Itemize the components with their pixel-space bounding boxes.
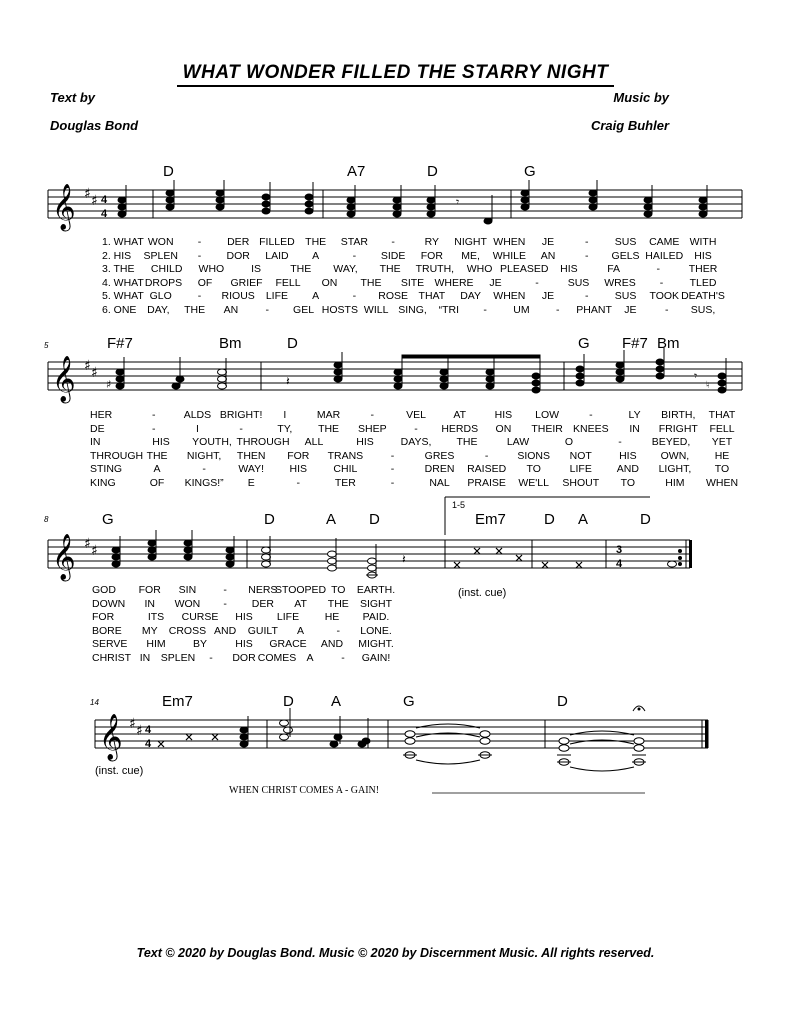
lyric-syllable: FOR bbox=[420, 249, 443, 262]
lyric-syllable: THE bbox=[146, 449, 168, 462]
lyric-syllable: SERVE bbox=[92, 638, 128, 650]
lyric-syllable: AND bbox=[214, 624, 237, 637]
lyric-syllable: - bbox=[535, 276, 539, 289]
lyric-syllable: SUS bbox=[567, 276, 590, 289]
lyric-syllable: - bbox=[484, 449, 489, 462]
lyric-syllable: WHO bbox=[198, 263, 225, 275]
lyric-syllable: IS bbox=[251, 263, 262, 275]
lyric-syllable: - bbox=[209, 651, 213, 664]
lyric-syllable: - bbox=[589, 409, 593, 421]
lyric-syllable: GRACE bbox=[269, 638, 307, 650]
lyric-syllable: DAY bbox=[460, 290, 481, 302]
lyric-syllable: ALL bbox=[304, 436, 324, 448]
chord: A7 bbox=[347, 163, 366, 180]
lyric-syllable: HIS bbox=[560, 263, 578, 275]
lyric-syllable: TOOK bbox=[649, 290, 680, 302]
lyric-syllable: SHEP bbox=[357, 422, 387, 435]
lyric-syllable: WHEN bbox=[493, 290, 526, 302]
lyric-syllable: - bbox=[151, 409, 156, 421]
lyric-syllable: - bbox=[223, 597, 227, 610]
lyric-syllable: SUS bbox=[614, 236, 637, 248]
lyric-syllable: BY bbox=[192, 638, 208, 650]
lyric-syllable: COMES bbox=[257, 651, 297, 664]
lyric-syllable: TO bbox=[331, 584, 346, 596]
svg-text:𝄽: 𝄽 bbox=[402, 552, 406, 566]
svg-text:4: 4 bbox=[616, 558, 623, 570]
lyric-syllable: THEIR bbox=[531, 422, 563, 435]
lyric-syllable: ITS bbox=[147, 611, 165, 623]
svg-text:4: 4 bbox=[145, 738, 152, 750]
lyric-syllable: - bbox=[390, 476, 395, 489]
svg-text:♯: ♯ bbox=[91, 365, 98, 381]
lyric-syllable: WILL bbox=[363, 303, 389, 316]
lyric-syllable: LAW bbox=[506, 436, 530, 448]
lyric-syllable: SIN bbox=[178, 584, 197, 596]
lyric-syllable: TO bbox=[714, 463, 730, 475]
lyric-syllable: - bbox=[664, 303, 669, 316]
lyric-syllable: VEL bbox=[406, 409, 426, 421]
lyric-syllable: NERS bbox=[248, 584, 278, 596]
lyric-syllable: AN bbox=[223, 303, 239, 316]
lyric-syllable: 1. WHAT bbox=[102, 236, 144, 248]
lyric-syllable: RY bbox=[424, 236, 440, 248]
lyric-syllable: E bbox=[247, 476, 255, 489]
svg-text:♮: ♮ bbox=[706, 380, 710, 391]
lyric-syllable: GRIEF bbox=[230, 276, 263, 289]
lyric-syllable: NOT bbox=[569, 449, 592, 462]
lyric-syllable: - bbox=[391, 236, 395, 248]
chord: D bbox=[544, 511, 555, 528]
lyric-syllable: HIS bbox=[694, 249, 712, 262]
lyric-syllable: TLED bbox=[689, 276, 717, 289]
lyric-syllable: JE bbox=[489, 276, 502, 289]
chord: A bbox=[326, 511, 337, 528]
lyric-syllable: NIGHT, bbox=[186, 449, 222, 462]
lyric-syllable: CAME bbox=[649, 236, 680, 248]
lyric-syllable: STOOPED bbox=[274, 584, 327, 596]
lyric-syllable: NAL bbox=[429, 476, 450, 489]
lyric-syllable: KNEES bbox=[573, 422, 609, 435]
copyright-footer: Text © 2020 by Douglas Bond. Music © 2020 by Discernment Music. All rights reserved. bbox=[136, 946, 655, 960]
chord: D bbox=[640, 511, 651, 528]
lyric-syllable: LIFE bbox=[265, 290, 289, 302]
lyric-syllable: CHRIST bbox=[92, 651, 132, 664]
lyric-syllable: - bbox=[265, 303, 269, 316]
lyric-syllable: A bbox=[297, 624, 305, 637]
lyric-syllable: WE'LL bbox=[518, 476, 549, 489]
lyric-syllable: OF bbox=[149, 476, 165, 489]
lyric-syllable: AT bbox=[294, 597, 307, 610]
lyric-syllable: THE bbox=[379, 263, 401, 275]
ending-label: 1-5 bbox=[452, 500, 466, 510]
chord: D bbox=[287, 335, 298, 352]
lyric-syllable: TER bbox=[334, 476, 356, 489]
lyric-syllable: WITH bbox=[689, 236, 717, 248]
lyric-syllable: PAID. bbox=[362, 611, 390, 623]
lyric-syllable: 5. WHAT bbox=[102, 290, 144, 302]
lyric-syllable: - bbox=[202, 463, 206, 475]
lyric-syllable: SIONS bbox=[517, 449, 551, 462]
lyric-syllable: WHEN bbox=[705, 476, 739, 489]
lyric-syllable: LOW bbox=[535, 409, 560, 421]
lyric-syllable: HAILED bbox=[645, 249, 684, 262]
lyric-syllable: GRES bbox=[424, 449, 455, 462]
lyric-syllable: YET bbox=[711, 436, 733, 448]
lyric-syllable: TY, bbox=[277, 422, 293, 435]
lyric-syllable: GAIN! bbox=[361, 651, 391, 664]
lyric-syllable: THER bbox=[688, 263, 718, 275]
lyric-syllable: TRANS bbox=[327, 449, 364, 462]
lyric-syllable: FELL bbox=[275, 276, 301, 289]
lyric-syllable: - bbox=[414, 422, 418, 435]
lyric-syllable: IN bbox=[139, 651, 151, 664]
lyric-syllable: - bbox=[352, 249, 357, 262]
lyric-syllable: OF bbox=[197, 276, 213, 289]
lyric-syllable: 4. WHAT bbox=[102, 276, 144, 289]
lyric-syllable: BIRTH, bbox=[661, 409, 696, 421]
lyric-syllable: ME, bbox=[461, 249, 480, 262]
lyric-syllable: OWN, bbox=[660, 449, 690, 462]
lyric-syllable: SIGHT bbox=[359, 597, 393, 610]
svg-text:♯: ♯ bbox=[84, 358, 91, 374]
chord: G bbox=[403, 693, 415, 710]
lyric-syllable: LIFE bbox=[276, 611, 300, 623]
lyric-syllable: GEL bbox=[293, 303, 315, 316]
lyric-syllable: HE bbox=[324, 611, 340, 623]
lyric-syllable: - bbox=[370, 409, 375, 421]
lyric-syllable: FOR bbox=[138, 584, 161, 596]
lyric-syllable: - bbox=[223, 584, 227, 596]
chord: Bm bbox=[219, 335, 242, 352]
text-credit-author: Douglas Bond bbox=[50, 118, 139, 133]
lyric-syllable: HER bbox=[90, 409, 113, 421]
lyric-syllable: YOUTH, bbox=[192, 436, 232, 448]
lyric-syllable: THE bbox=[360, 276, 382, 289]
lyric-syllable: WAY! bbox=[238, 463, 265, 475]
lyric-syllable: IN bbox=[629, 422, 640, 435]
lyric-syllable: STAR bbox=[340, 236, 369, 248]
lyric-syllable: WAY, bbox=[333, 263, 358, 275]
lyric-syllable: HOSTS bbox=[321, 303, 358, 316]
lyric-syllable: KING bbox=[90, 476, 116, 489]
lyric-syllable: DOR bbox=[232, 651, 256, 664]
measure-number: 14 bbox=[90, 698, 99, 707]
lyric-syllable: HE bbox=[714, 449, 730, 462]
lyric-syllable: SUS, bbox=[690, 303, 716, 316]
chord: F#7 bbox=[622, 335, 648, 352]
lyric-syllable: SPLEN bbox=[160, 651, 196, 664]
lyric-syllable: HIS bbox=[235, 611, 253, 623]
measure-number: 5 bbox=[44, 341, 49, 350]
lyric-syllable: SHOUT bbox=[562, 476, 600, 489]
lyric-syllable: - bbox=[197, 249, 202, 262]
chord: A bbox=[578, 511, 589, 528]
svg-text:𝄾: 𝄾 bbox=[456, 195, 460, 209]
lyric-syllable: SPLEN bbox=[143, 249, 178, 262]
lyric-syllable: GLO bbox=[149, 290, 172, 302]
lyric-syllable: SIDE bbox=[380, 249, 406, 262]
lyric-syllable: THE bbox=[318, 422, 340, 435]
lyric-syllable: SITE bbox=[400, 276, 425, 289]
svg-text:𝄽: 𝄽 bbox=[286, 374, 290, 388]
chord: D bbox=[557, 693, 568, 710]
final-lyrics: WHEN CHRIST COMES A - GAIN! bbox=[229, 785, 380, 796]
lyric-syllable: THROUGH bbox=[90, 449, 144, 462]
lyric-syllable: HIS bbox=[494, 409, 513, 421]
lyric-syllable: 2. HIS bbox=[102, 249, 132, 262]
lyric-syllable: THROUGH bbox=[236, 436, 290, 448]
lyric-syllable: FILLED bbox=[259, 236, 295, 248]
svg-text:♯: ♯ bbox=[84, 186, 91, 202]
lyric-syllable: FRIGHT bbox=[658, 422, 698, 435]
lyric-syllable: - bbox=[352, 290, 357, 302]
lyric-syllable: LONE. bbox=[360, 624, 392, 637]
lyric-syllable: HERDS bbox=[441, 422, 479, 435]
song-title-text: WHAT WONDER FILLED THE STARRY NIGHT bbox=[177, 62, 615, 87]
lyric-syllable: THE bbox=[290, 263, 312, 275]
lyric-syllable: - bbox=[239, 422, 243, 435]
svg-text:♯: ♯ bbox=[91, 543, 98, 559]
lyric-syllable: 6. ONE bbox=[102, 303, 137, 316]
lyric-syllable: “TRI bbox=[438, 303, 460, 316]
lyric-syllable: BRIGHT! bbox=[219, 409, 263, 421]
lyric-syllable: LY bbox=[628, 409, 641, 421]
lyric-syllable: A bbox=[312, 290, 320, 302]
svg-text:♯: ♯ bbox=[91, 193, 98, 209]
chord: Em7 bbox=[475, 511, 506, 528]
lyric-syllable: MY bbox=[141, 624, 158, 637]
lyric-syllable: - bbox=[656, 263, 661, 275]
lyric-syllable: HIS bbox=[235, 638, 253, 650]
lyric-syllable: AT bbox=[453, 409, 467, 421]
svg-text:♯: ♯ bbox=[106, 378, 112, 391]
lyric-syllable: HIM bbox=[146, 638, 166, 650]
treble-clef-icon: 𝄞 bbox=[52, 184, 76, 230]
lyric-syllable: I bbox=[195, 422, 199, 435]
lyric-syllable: A bbox=[306, 651, 314, 664]
lyric-syllable: SING, bbox=[398, 303, 427, 316]
lyric-syllable: - bbox=[341, 651, 345, 664]
lyric-syllable: ON bbox=[321, 276, 338, 289]
chord: A bbox=[331, 693, 342, 710]
chord: G bbox=[524, 163, 536, 180]
chord: D bbox=[369, 511, 380, 528]
lyric-syllable: ALDS bbox=[183, 409, 212, 421]
lyric-syllable: - bbox=[585, 249, 589, 262]
lyric-syllable: BORE bbox=[92, 624, 122, 637]
lyric-syllable: DEATH'S bbox=[681, 290, 725, 302]
lyric-syllable: CHILD bbox=[150, 263, 183, 275]
lyric-syllable: - bbox=[483, 303, 487, 316]
lyric-syllable: TO bbox=[620, 476, 636, 489]
lyric-syllable: AND bbox=[616, 463, 639, 475]
lyric-syllable: WON bbox=[174, 597, 201, 610]
svg-text:♯: ♯ bbox=[84, 536, 91, 552]
lyric-syllable: HIS bbox=[289, 463, 308, 475]
lyric-syllable: JE bbox=[541, 236, 555, 248]
lyric-syllable: DER bbox=[251, 597, 274, 610]
lyric-syllable: HIS bbox=[619, 449, 637, 462]
lyric-syllable: PLEASED bbox=[499, 263, 549, 275]
lyric-syllable: HIS bbox=[152, 436, 170, 448]
lyric-syllable: DE bbox=[90, 422, 105, 435]
lyric-syllable: WHO bbox=[466, 263, 493, 275]
lyric-syllable: - bbox=[336, 624, 341, 637]
lyric-syllable: NIGHT bbox=[454, 236, 487, 248]
lyric-syllable: MAR bbox=[316, 409, 341, 421]
lyric-syllable: HIS bbox=[356, 436, 374, 448]
music-credit-label: Music by bbox=[613, 90, 669, 105]
chord: Bm bbox=[657, 335, 680, 352]
lyric-syllable: - bbox=[659, 276, 664, 289]
fermata-icon bbox=[638, 708, 641, 711]
lyric-syllable: 3. THE bbox=[102, 263, 135, 275]
lyric-syllable: FOR bbox=[287, 449, 310, 462]
lyric-syllable: LIFE bbox=[569, 463, 592, 475]
lyric-syllable: EARTH. bbox=[356, 584, 396, 596]
lyric-syllable: THEN bbox=[236, 449, 266, 462]
measure-number: 8 bbox=[44, 515, 49, 524]
chord: D bbox=[264, 511, 275, 528]
chord: D bbox=[283, 693, 294, 710]
lyric-syllable: RIOUS bbox=[221, 290, 255, 302]
lyric-syllable: RAISED bbox=[467, 463, 507, 475]
lyric-syllable: - bbox=[151, 422, 156, 435]
lyric-syllable: THE bbox=[305, 236, 327, 248]
lyric-syllable: IN bbox=[144, 597, 155, 610]
lyric-syllable: FOR bbox=[92, 611, 115, 623]
lyric-syllable: THAT bbox=[708, 409, 736, 421]
lyric-syllable: DAYS, bbox=[400, 436, 432, 448]
lyric-syllable: - bbox=[197, 236, 202, 248]
svg-text:4: 4 bbox=[101, 208, 108, 220]
chord: Em7 bbox=[162, 693, 193, 710]
svg-text:𝄾: 𝄾 bbox=[694, 369, 698, 383]
lyric-syllable: FA bbox=[607, 263, 621, 275]
lyric-syllable: THE bbox=[327, 597, 349, 610]
lyric-syllable: - bbox=[296, 476, 301, 489]
lyric-syllable: O bbox=[564, 436, 574, 448]
lyric-syllable: I bbox=[283, 409, 287, 421]
lyric-syllable: - bbox=[556, 303, 560, 316]
lyric-syllable: WON bbox=[147, 236, 174, 248]
lyric-syllable: ROSE bbox=[378, 290, 409, 302]
chord: G bbox=[102, 511, 114, 528]
lyric-syllable: A bbox=[153, 463, 161, 475]
music-credit-author: Craig Buhler bbox=[590, 118, 669, 133]
lyric-syllable: THE bbox=[184, 303, 206, 316]
lyric-syllable: JE bbox=[541, 290, 555, 302]
treble-clef-icon: 𝄞 bbox=[99, 714, 123, 760]
lyric-syllable: A bbox=[312, 249, 320, 262]
lyric-syllable: BEYED, bbox=[651, 436, 691, 448]
treble-clef-icon: 𝄞 bbox=[52, 356, 76, 402]
lyric-syllable: - bbox=[197, 290, 202, 302]
lyric-syllable: THAT bbox=[418, 290, 446, 302]
lyric-syllable: GELS bbox=[611, 249, 640, 262]
svg-text:4: 4 bbox=[145, 724, 152, 736]
instrumental-cue: (inst. cue) bbox=[458, 587, 507, 599]
svg-text:3: 3 bbox=[616, 544, 623, 556]
lyric-syllable: KINGS!” bbox=[184, 476, 224, 489]
lyric-syllable: CHIL bbox=[333, 463, 358, 475]
lyric-syllable: WHEN bbox=[493, 236, 526, 248]
chord: D bbox=[427, 163, 438, 180]
lyric-syllable: DREN bbox=[424, 463, 455, 475]
svg-text:♯: ♯ bbox=[129, 716, 136, 732]
lyric-syllable: - bbox=[618, 436, 622, 448]
chord: G bbox=[578, 335, 590, 352]
lyric-syllable: IN bbox=[90, 436, 101, 448]
chord: D bbox=[163, 163, 174, 180]
lyric-syllable: TRUTH, bbox=[415, 263, 455, 275]
lyric-syllable: DER bbox=[227, 236, 250, 248]
lyric-syllable: LAID bbox=[265, 249, 289, 262]
lyric-syllable: - bbox=[585, 290, 589, 302]
lyric-syllable: SUS bbox=[614, 290, 637, 302]
lyric-syllable: TO bbox=[526, 463, 541, 475]
chord: F#7 bbox=[107, 335, 133, 352]
lyric-syllable: - bbox=[585, 236, 589, 248]
lyric-syllable: DOWN bbox=[92, 597, 126, 610]
lyric-syllable: AN bbox=[540, 249, 556, 262]
lyric-syllable: UM bbox=[513, 303, 530, 316]
lyric-syllable: AND bbox=[320, 638, 344, 650]
svg-text:4: 4 bbox=[101, 194, 108, 206]
lyric-syllable: WRES bbox=[604, 276, 636, 289]
svg-text:♯: ♯ bbox=[136, 723, 143, 739]
lyric-syllable: JE bbox=[624, 303, 637, 316]
lyric-syllable: GOD bbox=[92, 584, 116, 596]
lyric-syllable: PHANT bbox=[576, 303, 612, 316]
lyric-syllable: PRAISE bbox=[467, 476, 506, 489]
lyric-syllable: WHILE bbox=[492, 249, 526, 262]
lyric-syllable: STING bbox=[90, 463, 123, 475]
lyric-syllable: - bbox=[390, 449, 395, 462]
lyric-syllable: MIGHT. bbox=[358, 638, 394, 650]
lyric-syllable: THE bbox=[456, 436, 478, 448]
lyric-syllable: DAY, bbox=[147, 303, 170, 316]
instrumental-cue: (inst. cue) bbox=[95, 765, 144, 777]
lyric-syllable: FELL bbox=[709, 422, 735, 435]
lyric-syllable: HIM bbox=[665, 476, 685, 489]
lyric-syllable: WHERE bbox=[434, 276, 474, 289]
lyric-syllable: DROPS bbox=[144, 276, 183, 289]
treble-clef-icon: 𝄞 bbox=[52, 534, 76, 580]
lyric-syllable: - bbox=[390, 463, 395, 475]
lyric-syllable: GUILT bbox=[247, 624, 278, 637]
lyric-syllable: LIGHT, bbox=[658, 463, 692, 475]
lyric-syllable: CURSE bbox=[181, 611, 219, 623]
lyric-syllable: DOR bbox=[226, 249, 250, 262]
lyric-syllable: ON bbox=[495, 422, 512, 435]
text-credit-label: Text by bbox=[50, 90, 96, 105]
lyric-syllable: CROSS bbox=[168, 624, 207, 637]
